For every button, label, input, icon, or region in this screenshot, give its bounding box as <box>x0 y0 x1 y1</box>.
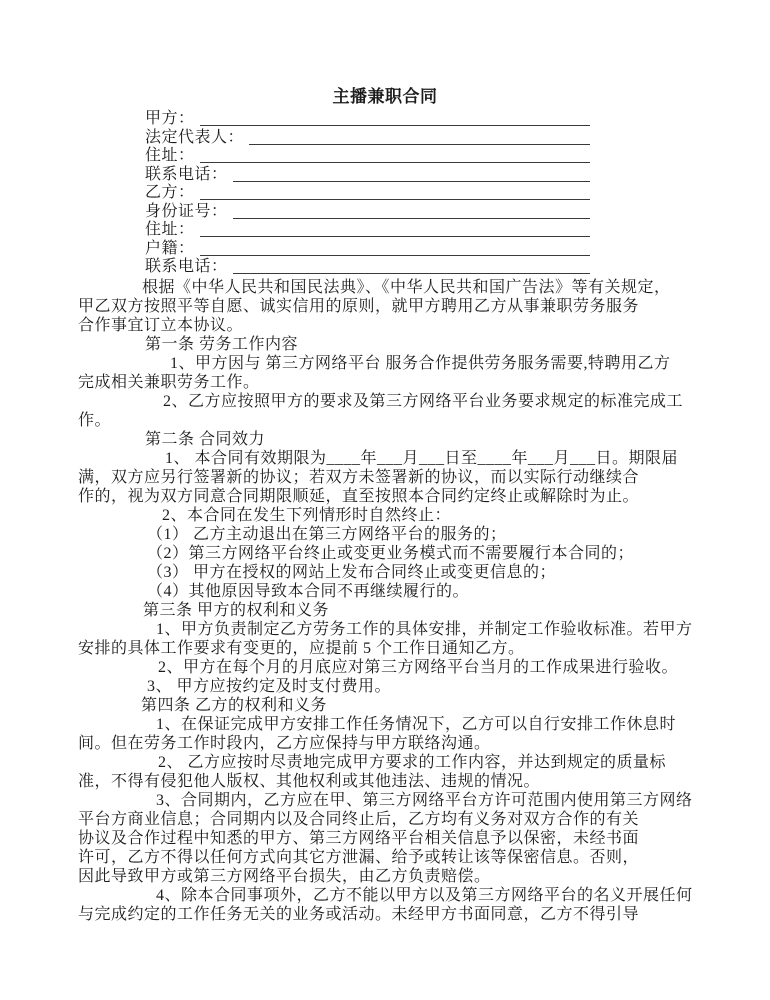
body-line: 作。 <box>78 411 112 429</box>
field-row <box>145 240 590 259</box>
field-row <box>145 147 590 166</box>
body-line: 2、甲方在每个月的月底应对第三方网络平台当月的工作成果进行验收。 <box>158 658 679 676</box>
body-line: 满，双方应另行签署新的协议；若双方未签署新的协议，而以实际行动继续合 <box>78 468 640 486</box>
body-line: 3、合同期内，乙方应在甲、第三方网络平台方许可范围内使用第三方网络 <box>156 791 693 809</box>
body-line: 与完成约定的工作任务无关的业务或活动。未经甲方书面同意，乙方不得引导 <box>78 905 640 923</box>
document-title: 主播兼职合同 <box>332 87 438 106</box>
blank-underline <box>249 129 590 145</box>
field-label: 住址： <box>145 221 195 238</box>
field-row <box>145 166 590 185</box>
body-line: 第三条 甲方的权利和义务 <box>143 601 330 619</box>
contract-fields <box>0 110 770 277</box>
body-line: （1） 乙方主动退出在第三方网络平台的服务的； <box>147 525 507 543</box>
field-row <box>145 258 590 277</box>
blank-underline <box>233 258 590 274</box>
body-line: 安排的具体工作要求有变更的，应提前 5 个工作日通知乙方。 <box>78 639 525 657</box>
field-row <box>145 110 590 129</box>
body-line: 1、在保证完成甲方安排工作任务情况下，乙方可以自行安排工作休息时 <box>156 715 677 733</box>
blank-underline <box>200 147 590 163</box>
body-line: （3） 甲方在授权的网站上发布合同终止或变更信息的； <box>147 563 557 581</box>
body-line: 2、本合同在发生下列情形时自然终止： <box>162 506 452 524</box>
blank-underline <box>200 184 590 200</box>
body-line: 因此导致甲方或第三方网络平台损失，由乙方负责赔偿。 <box>78 867 491 885</box>
body-line: 2、乙方应按照甲方的要求及第三方网络平台业务要求规定的标准完成工 <box>163 392 684 410</box>
body-line: 第一条 劳务工作内容 <box>145 335 299 353</box>
body-line: 合作事宜订立本协议。 <box>78 316 244 334</box>
blank-underline <box>200 240 590 256</box>
blank-underline <box>233 203 590 219</box>
body-line: 许可，乙方不得以任何方式向其它方泄漏、给予或转让该等保密信息。否则， <box>78 848 640 866</box>
field-label: 甲方： <box>145 110 195 127</box>
field-label: 联系电话： <box>145 258 228 275</box>
field-row <box>145 129 590 148</box>
field-row <box>145 184 590 203</box>
blank-underline <box>200 110 590 126</box>
field-row <box>145 221 590 240</box>
body-line: 第二条 合同效力 <box>145 430 266 448</box>
field-row <box>145 203 590 222</box>
body-line: 2、 乙方应按时尽责地完成甲方要求的工作内容，并达到规定的质量标 <box>158 753 667 771</box>
body-line: 甲乙双方按照平等自愿、诚实信用的原则，就甲方聘用乙方从事兼职劳务服务 <box>78 297 640 315</box>
body-line: 准，不得有侵犯他人版权、其他权利或其他违法、违规的情况。 <box>78 772 541 790</box>
field-label: 法定代表人： <box>145 128 245 146</box>
contract-body <box>0 278 770 924</box>
body-line: 间。但在劳务工作时段内，乙方应保持与甲方联络沟通。 <box>78 734 491 752</box>
body-line: 根据《中华人民共和国民法典》、《中华人民共和国广告法》等有关规定， <box>142 278 671 296</box>
body-line: 完成相关兼职劳务工作。 <box>78 373 260 391</box>
field-label: 身份证号： <box>145 202 228 220</box>
body-line: 1、 本合同有效期限为____年___月___日至____年___月___日。期限届 <box>165 449 679 467</box>
body-line: 平台方商业信息；合同期内以及合同终止后，乙方均有义务对双方合作的有关 <box>78 810 640 828</box>
field-label: 乙方： <box>145 184 195 201</box>
body-line: 1、甲方因与 第三方网络平台 服务合作提供劳务服务需要,特聘用乙方 <box>170 354 671 372</box>
body-line: （2）第三方网络平台终止或变更业务模式而不需要履行本合同的； <box>147 544 635 562</box>
body-line: 4、除本合同事项外，乙方不能以甲方以及第三方网络平台的名义开展任何 <box>156 886 693 904</box>
blank-underline <box>200 221 590 237</box>
body-line: （4）其他原因导致本合同不再继续履行的。 <box>147 582 470 600</box>
body-line: 3、 甲方应按约定及时支付费用。 <box>147 677 392 695</box>
blank-underline <box>233 166 590 182</box>
field-label: 联系电话： <box>145 165 228 183</box>
body-line: 协议及合作过程中知悉的甲方、第三方网络平台相关信息予以保密，未经书面 <box>78 829 640 847</box>
field-label: 户籍： <box>145 239 195 257</box>
field-label: 住址： <box>145 147 195 164</box>
body-line: 作的，视为双方同意合同期限顺延，直至按照本合同约定终止或解除时为止。 <box>78 487 640 505</box>
body-line: 第四条 乙方的权利和义务 <box>141 696 328 714</box>
body-line: 1、甲方负责制定乙方劳务工作的具体安排，并制定工作验收标准。若甲方 <box>156 620 693 638</box>
